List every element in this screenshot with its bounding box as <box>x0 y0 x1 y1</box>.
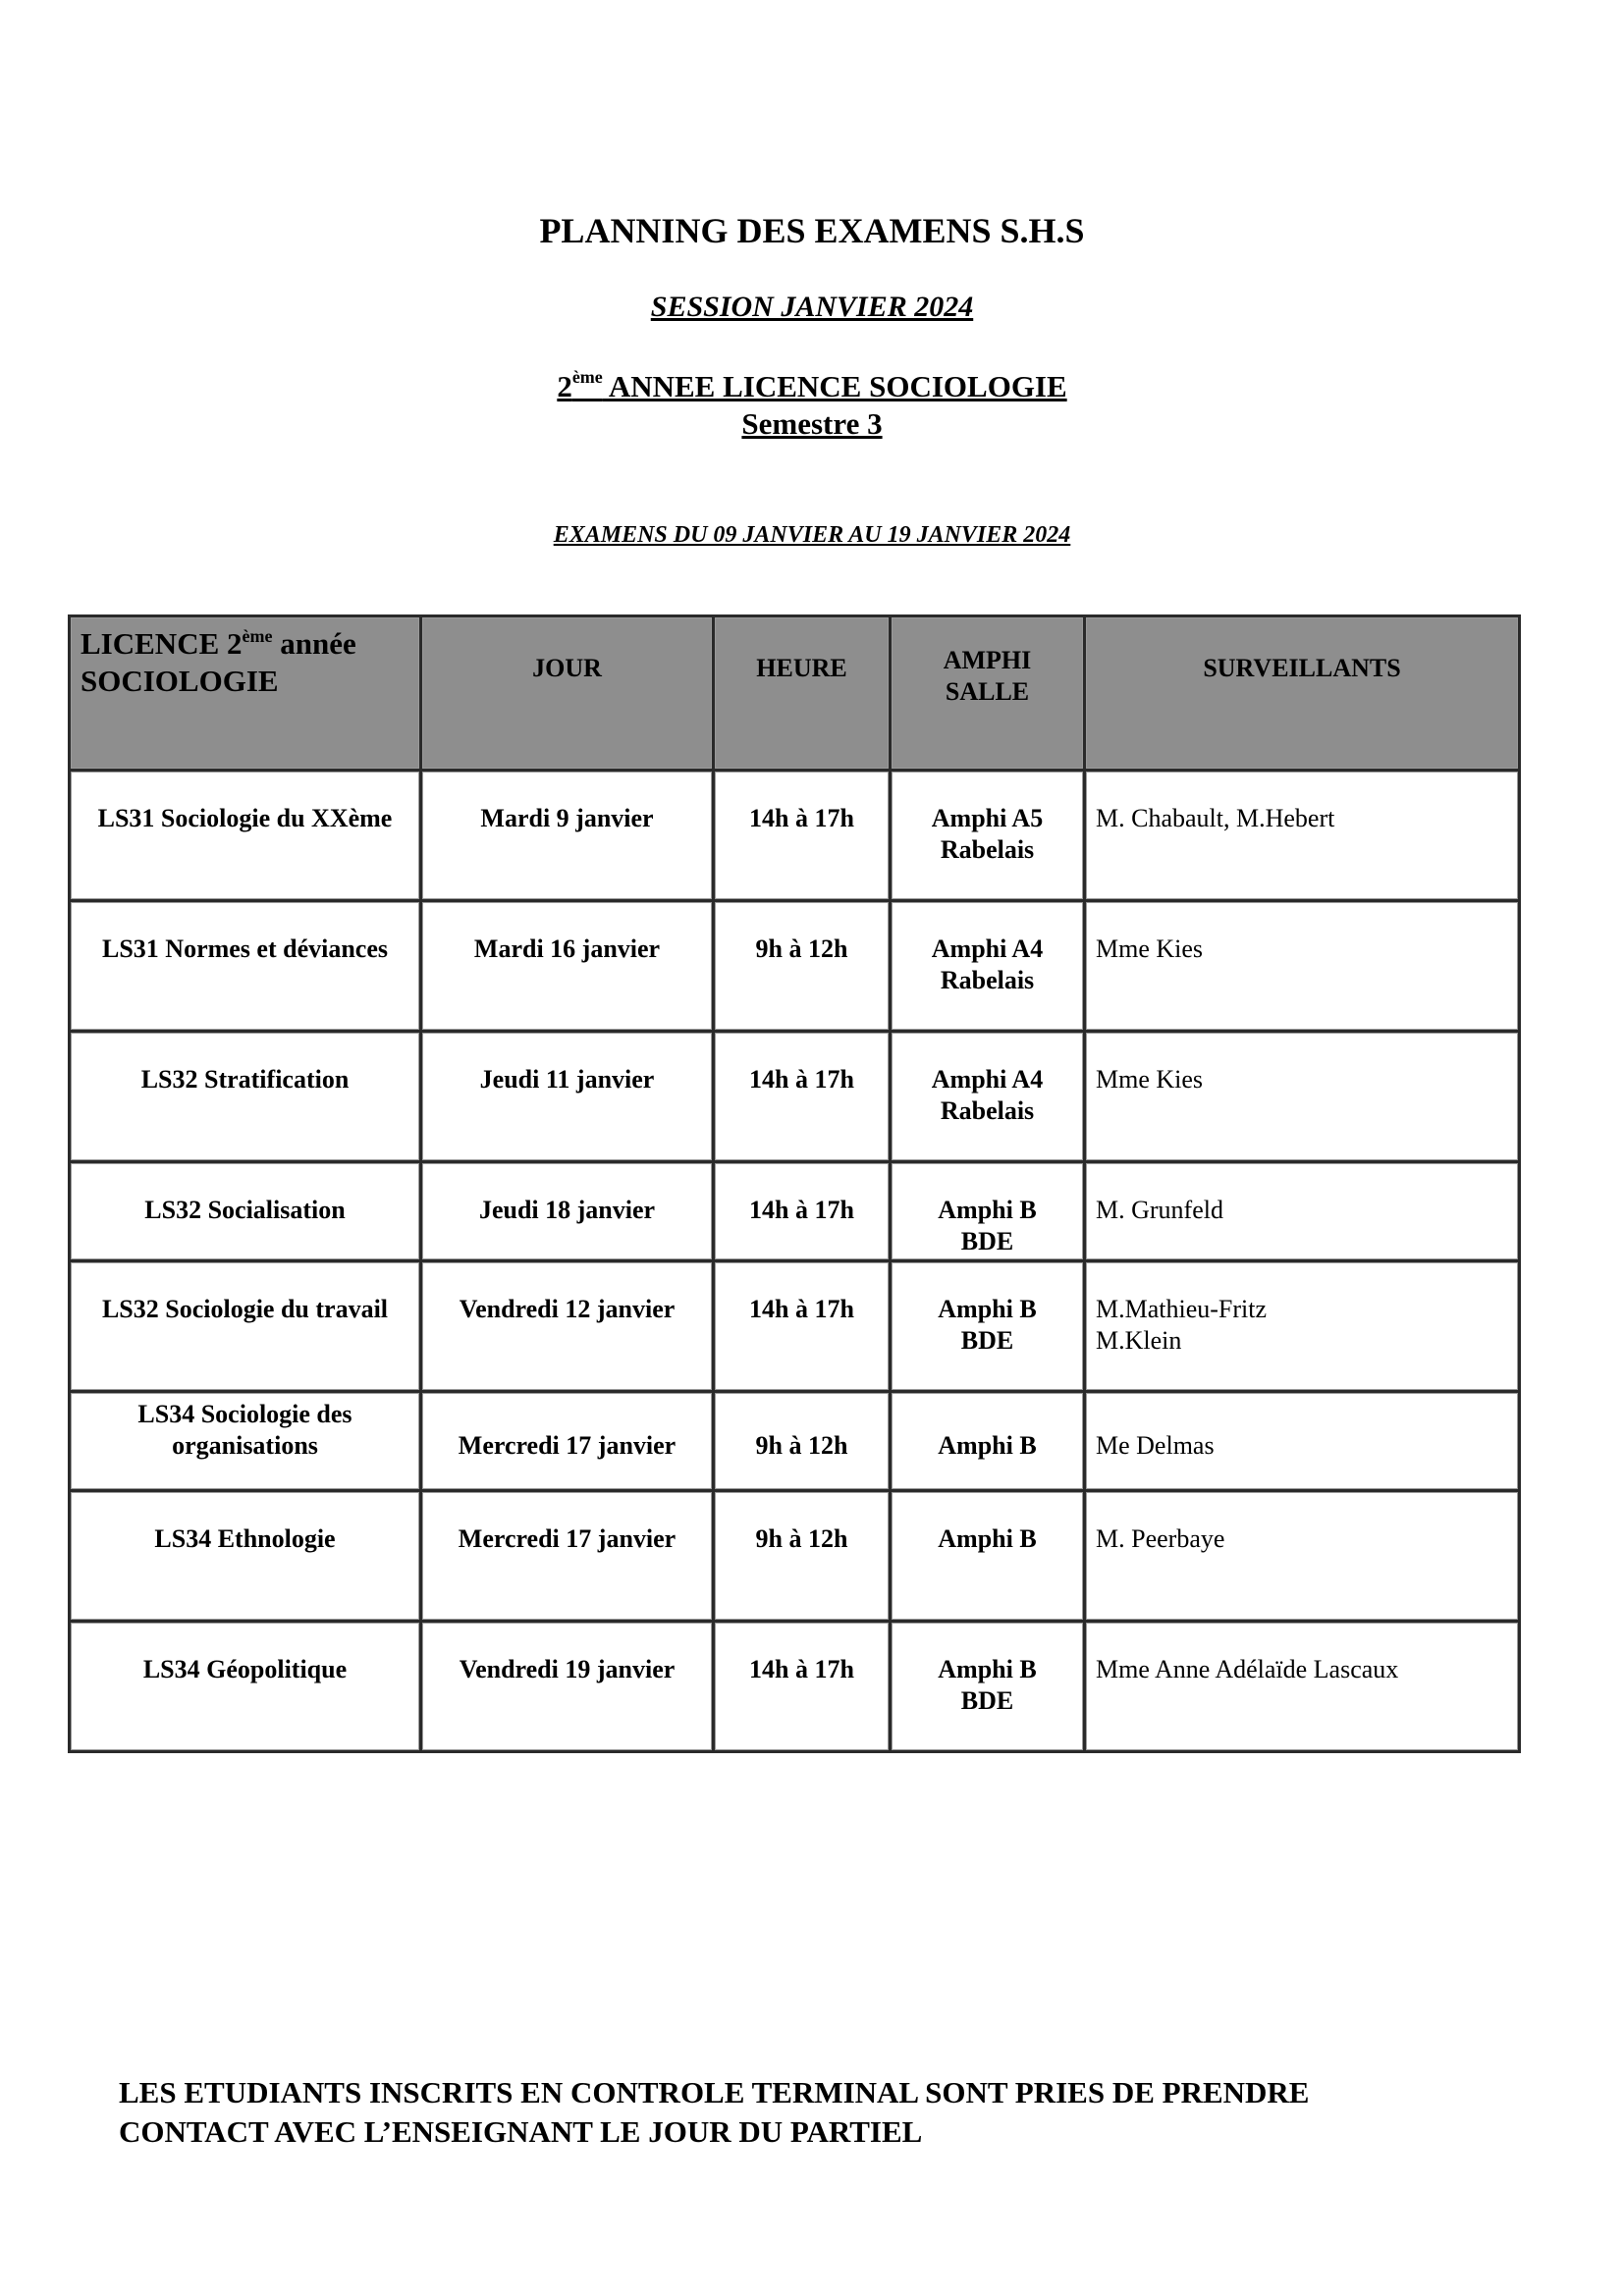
cell-day <box>421 901 714 1032</box>
year-label <box>0 367 1624 406</box>
cell-course <box>70 1392 421 1491</box>
footer-note <box>119 2073 1543 2152</box>
cell-time <box>714 1622 891 1752</box>
cell-course-text: LS34 Ethnologie <box>154 1524 336 1553</box>
cell-room-text: Rabelais <box>940 966 1035 994</box>
footer-line-2: CONTACT AVEC L’ENSEIGNANT LE JOUR DU PARTIEL <box>119 2114 923 2149</box>
footer-line-1: LES ETUDIANTS INSCRITS EN CONTROLE TERMINAL SONT PRIES DE PRENDRE <box>119 2075 1310 2109</box>
header-heure: HEURE <box>714 616 891 771</box>
header-licence-line2: SOCIOLOGIE <box>81 664 279 698</box>
cell-course <box>70 1622 421 1752</box>
table-row <box>70 1261 1520 1392</box>
cell-day-text: Mardi 16 janvier <box>473 934 661 963</box>
cell-room-text: Amphi A4 <box>931 934 1044 963</box>
cell-course <box>70 1261 421 1392</box>
cell-day <box>421 1032 714 1162</box>
cell-time-text: 14h à 17h <box>749 1295 854 1323</box>
cell-supervisors-text: M.Mathieu-Fritz <box>1096 1295 1268 1323</box>
header-amphi: AMPHI <box>943 646 1032 674</box>
cell-time-text: 14h à 17h <box>749 1065 854 1094</box>
cell-course-text: LS34 Géopolitique <box>142 1655 348 1683</box>
cell-time <box>714 771 891 901</box>
cell-day <box>421 1392 714 1491</box>
cell-supervisors-text: Mme Kies <box>1096 934 1204 963</box>
cell-room-text: Amphi A4 <box>931 1065 1044 1094</box>
header-jour: JOUR <box>421 616 714 771</box>
cell-course-text: LS34 Sociologie des <box>137 1400 352 1428</box>
cell-supervisors <box>1085 771 1520 901</box>
cell-course <box>70 1491 421 1622</box>
header-licence-text: LICENCE 2 <box>81 626 243 661</box>
cell-day-text: Jeudi 18 janvier <box>478 1196 656 1224</box>
cell-day <box>421 1162 714 1261</box>
cell-room <box>891 901 1085 1032</box>
exam-schedule-table <box>68 614 1521 1753</box>
cell-day-text: Vendredi 19 janvier <box>459 1655 676 1683</box>
cell-room-text: Rabelais <box>940 835 1035 864</box>
header-licence <box>70 616 421 771</box>
exam-dates: EXAMENS DU 09 JANVIER AU 19 JANVIER 2024 <box>553 522 1071 548</box>
cell-time-text: 14h à 17h <box>749 1196 854 1224</box>
cell-time <box>714 1392 891 1491</box>
cell-supervisors <box>1085 1622 1520 1752</box>
table-row <box>70 1392 1520 1491</box>
cell-room-text: BDE <box>960 1227 1014 1255</box>
cell-time-text: 14h à 17h <box>749 1655 854 1683</box>
cell-room-text: Amphi B <box>938 1655 1037 1683</box>
table-row <box>70 1491 1520 1622</box>
cell-room <box>891 1261 1085 1392</box>
cell-supervisors-text: M. Peerbaye <box>1096 1524 1225 1553</box>
cell-supervisors <box>1085 1032 1520 1162</box>
cell-room-text: Amphi B <box>938 1524 1037 1553</box>
year-superscript: ème <box>571 367 603 387</box>
cell-supervisors <box>1085 1261 1520 1392</box>
cell-course <box>70 901 421 1032</box>
cell-room-text: Amphi A5 <box>931 804 1044 832</box>
cell-day-text: Mardi 9 janvier <box>480 804 654 832</box>
cell-course-text: LS32 Sociologie du travail <box>101 1295 389 1323</box>
cell-room <box>891 1622 1085 1752</box>
cell-time <box>714 1032 891 1162</box>
table-row <box>70 1032 1520 1162</box>
cell-day <box>421 1261 714 1392</box>
table-header-row <box>70 616 1520 771</box>
semester-label: Semestre 3 <box>741 406 883 441</box>
table-row <box>70 771 1520 901</box>
cell-room <box>891 771 1085 901</box>
cell-time-text: 9h à 12h <box>755 1431 848 1460</box>
cell-room <box>891 1392 1085 1491</box>
cell-course-text: organisations <box>172 1431 318 1460</box>
cell-room <box>891 1162 1085 1261</box>
cell-supervisors <box>1085 1392 1520 1491</box>
cell-day-text: Jeudi 11 janvier <box>479 1065 655 1094</box>
cell-supervisors <box>1085 1491 1520 1622</box>
cell-day <box>421 771 714 901</box>
cell-day <box>421 1491 714 1622</box>
cell-course-text: LS32 Socialisation <box>144 1196 346 1224</box>
cell-supervisors <box>1085 1162 1520 1261</box>
cell-supervisors-text: M. Chabault, M.Hebert <box>1096 804 1335 832</box>
cell-supervisors-text: M. Grunfeld <box>1096 1196 1223 1224</box>
session-label: SESSION JANVIER 2024 <box>650 291 974 323</box>
cell-supervisors-text: Mme Kies <box>1096 1065 1204 1094</box>
year-number: 2 <box>557 369 572 403</box>
cell-course <box>70 1032 421 1162</box>
header-licence-text-2: année <box>272 626 356 661</box>
year-text: ANNEE LICENCE SOCIOLOGIE <box>602 369 1067 403</box>
cell-time <box>714 1491 891 1622</box>
cell-course-text: LS32 Stratification <box>140 1065 350 1094</box>
cell-room-text: BDE <box>960 1686 1014 1715</box>
cell-course-text: LS31 Sociologie du XXème <box>97 804 393 832</box>
cell-supervisors-text: Me Delmas <box>1096 1431 1215 1460</box>
cell-room-text: Amphi B <box>938 1431 1037 1460</box>
cell-day-text: Mercredi 17 janvier <box>458 1431 677 1460</box>
cell-supervisors-text: M.Klein <box>1096 1326 1182 1355</box>
cell-room <box>891 1491 1085 1622</box>
cell-room-text: Rabelais <box>940 1096 1035 1125</box>
cell-time-text: 9h à 12h <box>755 1524 848 1553</box>
cell-room-text: Amphi B <box>938 1295 1037 1323</box>
cell-time <box>714 1162 891 1261</box>
cell-room <box>891 1032 1085 1162</box>
cell-room-text: Amphi B <box>938 1196 1037 1224</box>
header-amphi-salle <box>891 616 1085 771</box>
cell-course <box>70 771 421 901</box>
cell-time-text: 14h à 17h <box>749 804 854 832</box>
cell-supervisors <box>1085 901 1520 1032</box>
cell-day-text: Mercredi 17 janvier <box>458 1524 677 1553</box>
table-row <box>70 901 1520 1032</box>
cell-day-text: Vendredi 12 janvier <box>459 1295 676 1323</box>
cell-supervisors-text: Mme Anne Adélaïde Lascaux <box>1096 1655 1399 1683</box>
cell-time <box>714 1261 891 1392</box>
cell-course <box>70 1162 421 1261</box>
header-surveillants: SURVEILLANTS <box>1085 616 1520 771</box>
header-licence-sup: ème <box>242 626 273 646</box>
cell-room-text: BDE <box>960 1326 1014 1355</box>
header-salle: SALLE <box>945 677 1030 706</box>
cell-time-text: 9h à 12h <box>755 934 848 963</box>
cell-course-text: LS31 Normes et déviances <box>101 934 388 963</box>
table-row <box>70 1162 1520 1261</box>
page-title: PLANNING DES EXAMENS S.H.S <box>539 211 1085 250</box>
cell-day <box>421 1622 714 1752</box>
table-row <box>70 1622 1520 1752</box>
cell-time <box>714 901 891 1032</box>
